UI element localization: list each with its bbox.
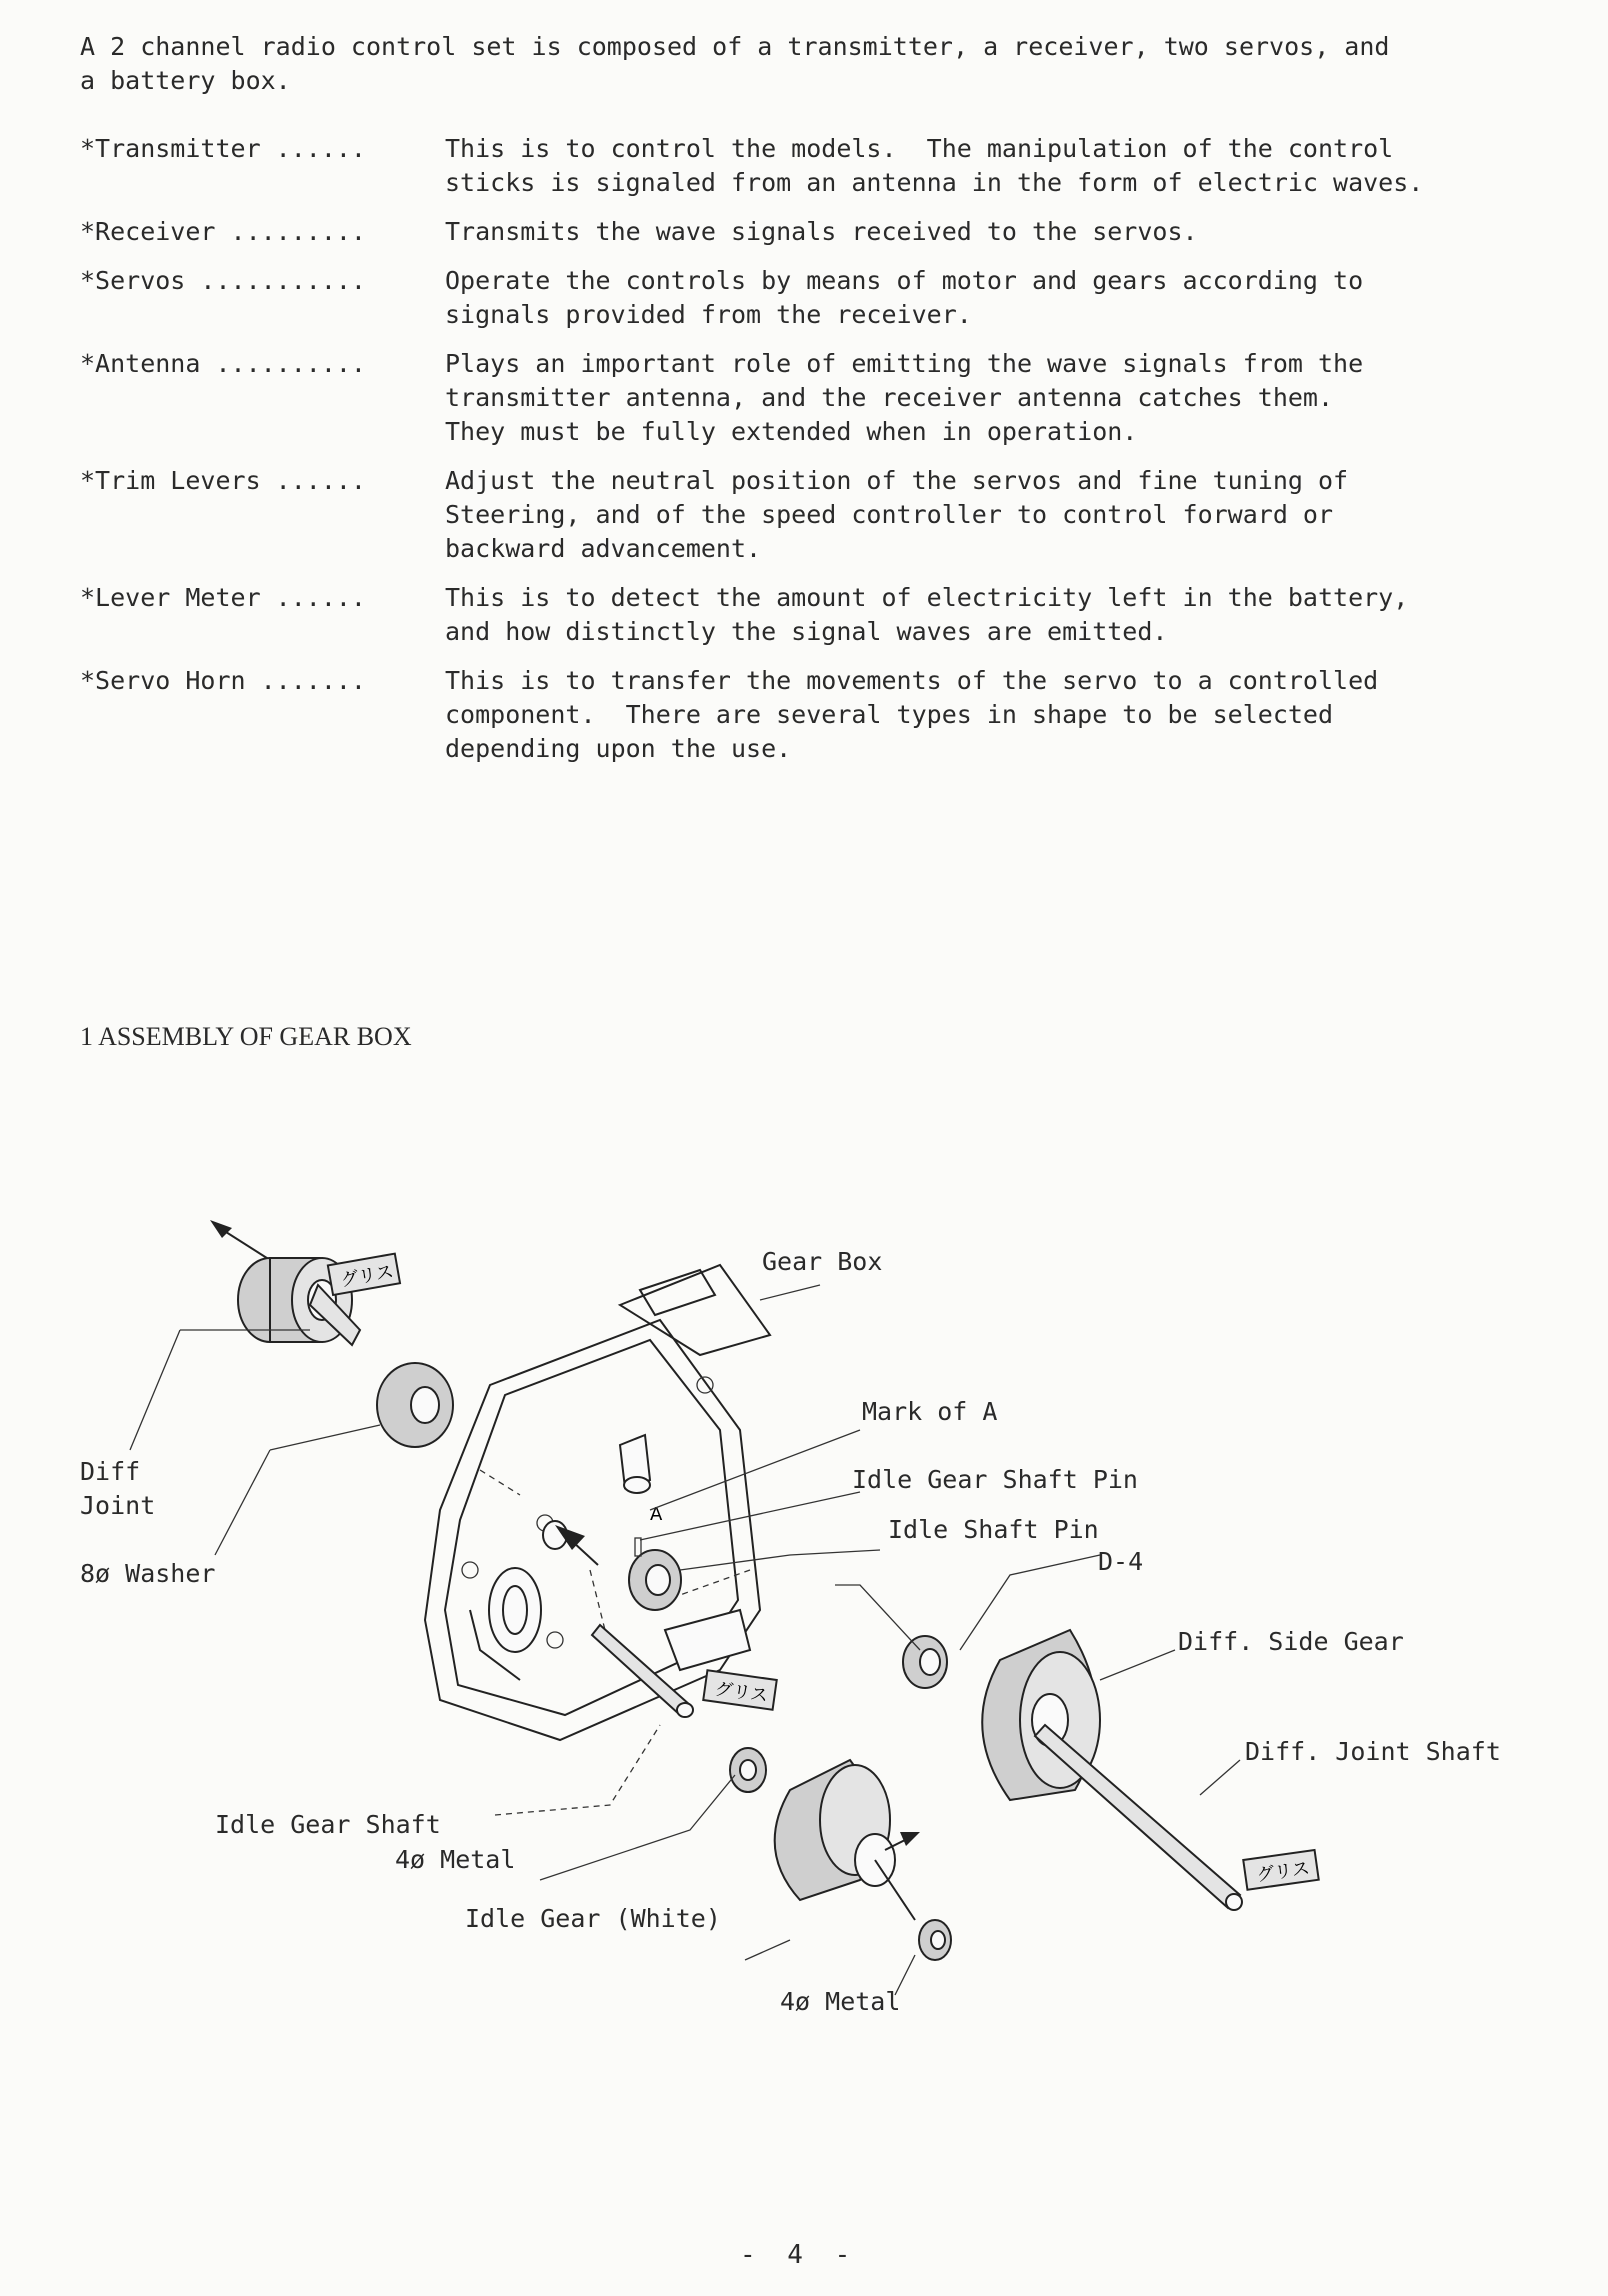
- definition-receiver: [80, 215, 1540, 249]
- definition-term: *Antenna ..........: [80, 349, 366, 378]
- grease-tube-1: [328, 1254, 400, 1295]
- label-idle-gear-shaft-pin: Idle Gear Shaft Pin: [852, 1465, 1138, 1494]
- definition-term: *Servos ...........: [80, 266, 366, 295]
- label-diff-side-gear: Diff. Side Gear: [1178, 1627, 1404, 1656]
- label-idle-gear-shaft: Idle Gear Shaft: [215, 1810, 441, 1839]
- definition-servo-horn: [80, 664, 1540, 766]
- label-mark-of-a: Mark of A: [862, 1397, 998, 1426]
- definition-lever-meter: [80, 581, 1540, 649]
- svg-text:A: A: [650, 1504, 663, 1525]
- label-idle-shaft-pin: Idle Shaft Pin: [888, 1515, 1099, 1544]
- definition-term: *Lever Meter ......: [80, 583, 366, 612]
- definition-description: Transmits the wave signals received to the servos.: [445, 217, 1198, 246]
- label-gear-box: Gear Box: [762, 1247, 883, 1276]
- metal-bushing-bottom: [919, 1920, 951, 1960]
- definition-term: *Trim Levers ......: [80, 466, 366, 495]
- definition-description: Plays an important role of emitting the wave signals from the transmitter antenna, and the receiver antenna catches them. They must be fully extended when in operation.: [445, 349, 1364, 446]
- page-number: - 4 -: [740, 2240, 859, 2270]
- definition-trim-levers: [80, 464, 1540, 566]
- intro-paragraph: A 2 channel radio control set is composed of a transmitter, a receiver, two servos, and a battery box.: [80, 32, 1390, 95]
- definition-term: *Transmitter ......: [80, 134, 366, 163]
- definition-term: *Receiver .........: [80, 217, 366, 246]
- label-washer: 8ø Washer: [80, 1559, 216, 1588]
- label-metal-4-bottom: 4ø Metal: [780, 1987, 901, 2016]
- definition-description: Operate the controls by means of motor and gears according to signals provided from the receiver.: [445, 266, 1364, 329]
- component-definitions: [80, 132, 1540, 781]
- grease-tube-3: [1243, 1850, 1318, 1890]
- gear-box-body: [425, 1265, 770, 1740]
- label-metal-4-left: 4ø Metal: [395, 1845, 516, 1874]
- label-diff-joint-shaft: Diff. Joint Shaft: [1245, 1737, 1501, 1766]
- svg-text:グリス: グリス: [713, 1678, 770, 1707]
- definition-description: Adjust the neutral position of the servos and fine tuning of Steering, and of the speed controller to control forward or backward advancement.: [445, 466, 1349, 563]
- definition-servos: [80, 264, 1540, 332]
- svg-text:グリス: グリス: [1255, 1857, 1312, 1887]
- definition-description: This is to transfer the movements of the servo to a controlled component. There are several types in shape to be selected depending upon the use.: [445, 666, 1379, 763]
- d4-bushing: [903, 1636, 947, 1688]
- definition-antenna: [80, 347, 1540, 449]
- svg-text:グリス: グリス: [338, 1261, 396, 1292]
- diff-joint-shaft-part: [1035, 1725, 1242, 1910]
- definition-description: This is to control the models. The manipulation of the control sticks is signaled from an antenna in the form of electric waves.: [445, 134, 1424, 197]
- label-idle-gear-white: Idle Gear (White): [465, 1904, 721, 1933]
- label-diff-joint: Diff Joint: [80, 1457, 156, 1520]
- metal-bushing-left: [730, 1748, 766, 1792]
- washer-part: [377, 1363, 453, 1447]
- gear-box-assembly-diagram: [0, 1180, 1608, 2080]
- definition-transmitter: [80, 132, 1540, 200]
- definition-description: This is to detect the amount of electricity left in the battery, and how distinctly the signal waves are emitted.: [445, 583, 1409, 646]
- definition-term: *Servo Horn .......: [80, 666, 366, 695]
- grease-tube-2: [703, 1670, 776, 1709]
- section-title: 1 ASSEMBLY OF GEAR BOX: [80, 1022, 412, 1051]
- idle-gear-part: [775, 1760, 920, 1920]
- label-d4: D-4: [1098, 1547, 1144, 1576]
